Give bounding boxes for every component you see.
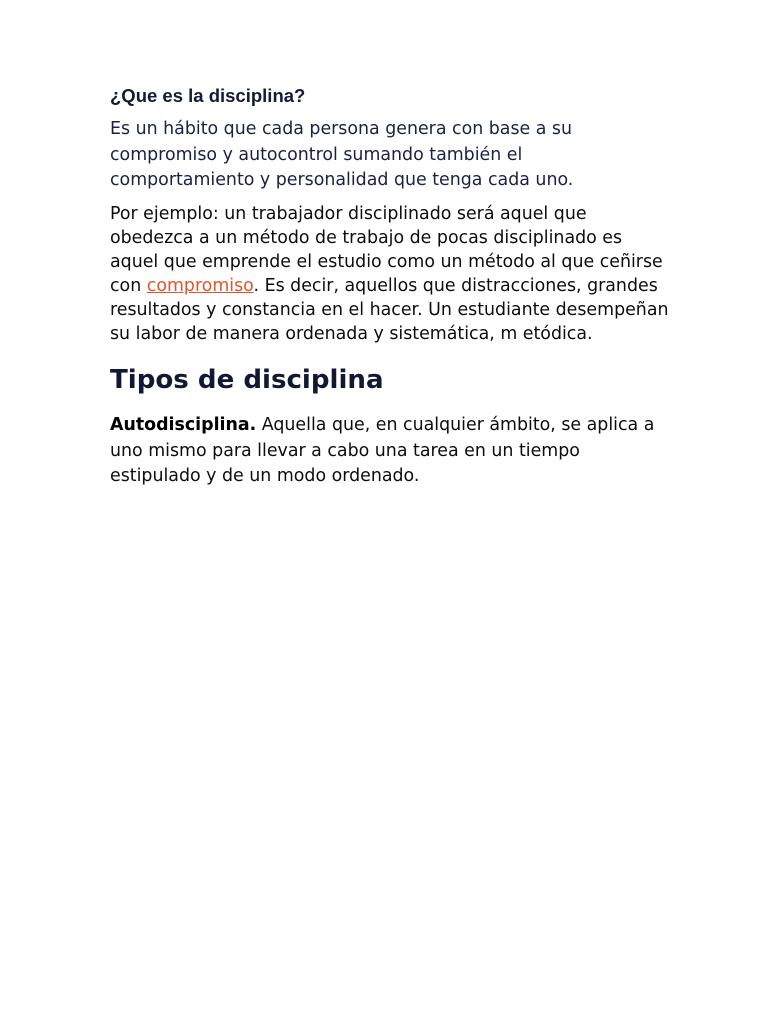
definition-text: Aquella que, en cualquier ámbito, se aplica a uno mismo para llevar a cabo una tarea en un tiempo estipulado y de un modo ordenado. bbox=[110, 415, 655, 486]
example-paragraph bbox=[110, 202, 670, 346]
definition-paragraph bbox=[110, 413, 670, 490]
section-heading: Tipos de disciplina bbox=[110, 364, 384, 395]
document-page bbox=[110, 84, 670, 490]
example-text-before-link: Por ejemplo: un trabajador disciplinado será aquel que obedezca a un método de trabajo de pocas disciplinado es aquel que emprende el estudio como un método al que ceñirse con bbox=[110, 203, 663, 296]
intro-paragraph: Es un hábito que cada persona genera con base a su compromiso y autocontrol sumando también el comportamiento y personalidad que tenga cada uno. bbox=[110, 119, 574, 190]
page-title: ¿Que es la disciplina? bbox=[110, 85, 306, 106]
definition-term: Autodisciplina. bbox=[110, 415, 257, 435]
example-text-after-link: . Es decir, aquellos que distracciones, grandes resultados y constancia en el hacer. Un estudiante desempeñan su labor de manera ordenada y sistemática, m etódica. bbox=[110, 275, 669, 344]
compromiso-link[interactable]: compromiso bbox=[146, 275, 254, 296]
